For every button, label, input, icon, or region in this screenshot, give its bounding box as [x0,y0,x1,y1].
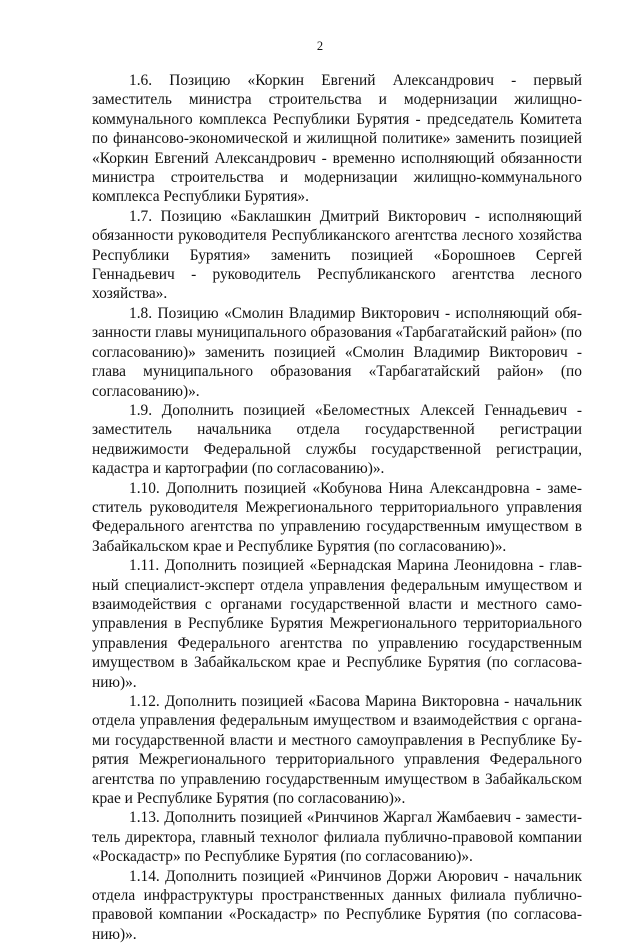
paragraph-1-11: 1.11. Дополнить позицией «Бернадская Марина Леонидовна - главный специалист-эксперт отдела управления федеральным имуществом и взаимодействия с органами государственной власти и местного самоуправления в Республике Бурятия Межрегионального территориального управления Федерального агентства по управлению государственным имуществом в Забайкальском крае и Республике Бурятия (по согласованию)». [92,557,582,691]
paragraph-1-6: 1.6. Позицию «Коркин Евгений Александрович - первый заместитель министра строительства и модернизации жилищно-коммунального комплекса Республики Бурятия - председатель Комитета по финансово-экономической и жилищной политике» заменить позицией «Коркин Евгений Александрович - временно исполняющий обязанности министра строительства и модернизации жилищно-коммунального комплекса Республики Бурятия». [92,72,582,206]
paragraph-1-7: 1.7. Позицию «Баклашкин Дмитрий Викторович - исполняющий обязанности руководителя Республиканского агентства лесного хозяйства Республики Бурятия» заменить позицией «Борошноев Сергей Геннадьевич - руководитель Республиканского агентства лесного хозяйства». [92,207,582,303]
paragraph-1-9: 1.9. Дополнить позицией «Беломестных Алексей Геннадьевич - заместитель начальника отдела государственной регистрации недвижимости Федеральной службы государственной регистрации, кадастра и картографии (по согласованию)». [92,401,582,478]
page-number: 2 [316,39,324,53]
paragraph-1-13: 1.13. Дополнить позицией «Ринчинов Жаргал Жамбаевич - заместитель директора, главный технолог филиала публично-правовой компании «Роскадастр» по Республике Бурятия (по согласованию)». [92,809,582,866]
paragraph-1-14: 1.14. Дополнить позицией «Ринчинов Доржи Аюрович - начальник отдела инфраструктуры пространственных данных филиала публично-правовой компании «Роскадастр» по Республике Бурятия (по согласованию)». [92,867,582,943]
paragraph-1-12: 1.12. Дополнить позицией «Басова Марина Викторовна - начальник отдела управления федеральным имуществом и взаимодействия с органами государственной власти и местного самоуправления в Республике Бурятия Межрегионального территориального управления Федерального агентства по управлению государственным имуществом в Забайкальском крае и Республике Бурятия (по согласованию)». [92,693,582,808]
paragraph-1-10: 1.10. Дополнить позицией «Кобунова Нина Александровна - заместитель руководителя Межрегионального территориального управления Федерального агентства по управлению государственным имуществом в Забайкальском крае и Республике Бурятия (по согласованию)». [92,479,582,555]
paragraph-1-8: 1.8. Позицию «Смолин Владимир Викторович - исполняющий обязанности главы муниципального образования «Тарбагатайский район» (по согласованию)» заменить позицией «Смолин Владимир Викторович - глава муниципального образования «Тарбагатайский район» (по согласованию)». [92,304,582,400]
document-body [92,71,582,944]
